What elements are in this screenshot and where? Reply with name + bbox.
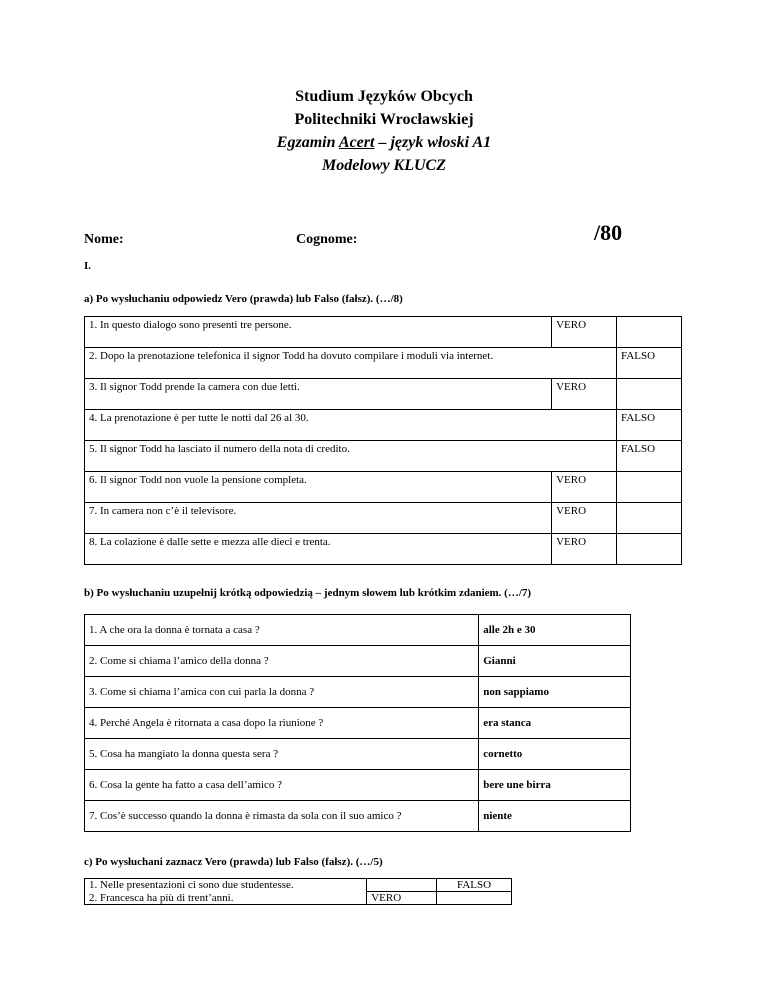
table-row — [85, 534, 682, 565]
answer-text: non sappiamo — [479, 677, 631, 708]
falso-answer: FALSO — [437, 879, 512, 892]
header-line-3 — [0, 131, 768, 154]
question-text: 3. Come si chiama l’amica con cui parla la donna ? — [85, 677, 479, 708]
vero-answer: VERO — [367, 892, 437, 905]
falso-answer: FALSO — [617, 441, 682, 472]
question-text: 2. Francesca ha più di trent’anni. — [85, 892, 367, 905]
answer-text: era stanca — [479, 708, 631, 739]
question-text: 2. Come si chiama l’amico della donna ? — [85, 646, 479, 677]
question-text: 2. Dopo la prenotazione telefonica il signor Todd ha dovuto compilare i moduli via internet. — [85, 348, 617, 379]
table-row — [85, 770, 631, 801]
part-c-title: c) Po wysłuchani zaznacz Vero (prawda) lub Falso (fałsz). (…/5) — [84, 856, 383, 868]
table-row — [85, 348, 682, 379]
vero-answer: VERO — [552, 534, 617, 565]
cognome-label: Cognome: — [296, 232, 358, 247]
header-line-3-underlined: Acert — [338, 134, 375, 151]
vero-answer: VERO — [552, 379, 617, 410]
part-a-table — [84, 316, 682, 565]
question-text: 4. La prenotazione è per tutte le notti dal 26 al 30. — [85, 410, 617, 441]
vero-answer: VERO — [552, 503, 617, 534]
nome-label: Nome: — [84, 232, 124, 247]
table-row — [85, 503, 682, 534]
header-line-1: Studium Języków Obcych — [295, 88, 473, 105]
answer-text: Gianni — [479, 646, 631, 677]
section-roman-numeral: I. — [84, 260, 92, 272]
table-row — [85, 317, 682, 348]
question-text: 3. Il signor Todd prende la camera con due letti. — [85, 379, 552, 410]
question-text: 8. La colazione è dalle sette e mezza alle dieci e trenta. — [85, 534, 552, 565]
vero-answer: VERO — [552, 317, 617, 348]
table-row — [85, 677, 631, 708]
question-text: 6. Cosa la gente ha fatto a casa dell’amico ? — [85, 770, 479, 801]
header-line-4: Modelowy KLUCZ — [322, 157, 446, 174]
falso-answer — [617, 379, 682, 410]
table-row — [85, 472, 682, 503]
question-text: 1. A che ora la donna è tornata a casa ? — [85, 615, 479, 646]
table-row — [85, 379, 682, 410]
part-c-table — [84, 878, 512, 905]
table-row — [85, 615, 631, 646]
falso-answer — [617, 472, 682, 503]
falso-answer — [617, 503, 682, 534]
vero-answer — [367, 879, 437, 892]
falso-answer — [617, 534, 682, 565]
question-text: 5. Cosa ha mangiato la donna questa sera ? — [85, 739, 479, 770]
header-line-3-pre: Egzamin — [276, 134, 339, 151]
table-row — [85, 708, 631, 739]
part-b-table — [84, 614, 631, 832]
score-total: /80 — [594, 220, 623, 245]
header-line-2: Politechniki Wrocławskiej — [294, 111, 474, 128]
vero-answer: VERO — [552, 472, 617, 503]
question-text: 6. Il signor Todd non vuole la pensione completa. — [85, 472, 552, 503]
question-text: 1. In questo dialogo sono presenti tre persone. — [85, 317, 552, 348]
answer-text: alle 2h e 30 — [479, 615, 631, 646]
question-text: 1. Nelle presentazioni ci sono due studentesse. — [85, 879, 367, 892]
table-row — [85, 646, 631, 677]
part-b-title: b) Po wysłuchaniu uzupełnij krótką odpowiedzią – jednym słowem lub krótkim zdaniem. (…/7) — [84, 587, 532, 599]
part-a-title: a) Po wysłuchaniu odpowiedz Vero (prawda) lub Falso (fałsz). (…/8) — [84, 293, 403, 305]
falso-answer: FALSO — [617, 410, 682, 441]
table-row — [85, 892, 512, 905]
answer-text: niente — [479, 801, 631, 832]
table-row — [85, 410, 682, 441]
table-row — [85, 801, 631, 832]
question-text: 7. In camera non c’è il televisore. — [85, 503, 552, 534]
table-row — [85, 879, 512, 892]
header-line-3-post: – język włoski A1 — [374, 134, 492, 151]
falso-answer — [437, 892, 512, 905]
answer-text: cornetto — [479, 739, 631, 770]
table-row — [85, 739, 631, 770]
question-text: 7. Cos’è successo quando la donna è rimasta da sola con il suo amico ? — [85, 801, 479, 832]
answer-text: bere une birra — [479, 770, 631, 801]
table-row — [85, 441, 682, 472]
question-text: 5. Il signor Todd ha lasciato il numero della nota di credito. — [85, 441, 617, 472]
falso-answer: FALSO — [617, 348, 682, 379]
falso-answer — [617, 317, 682, 348]
question-text: 4. Perché Angela è ritornata a casa dopo la riunione ? — [85, 708, 479, 739]
document-header — [0, 85, 768, 177]
